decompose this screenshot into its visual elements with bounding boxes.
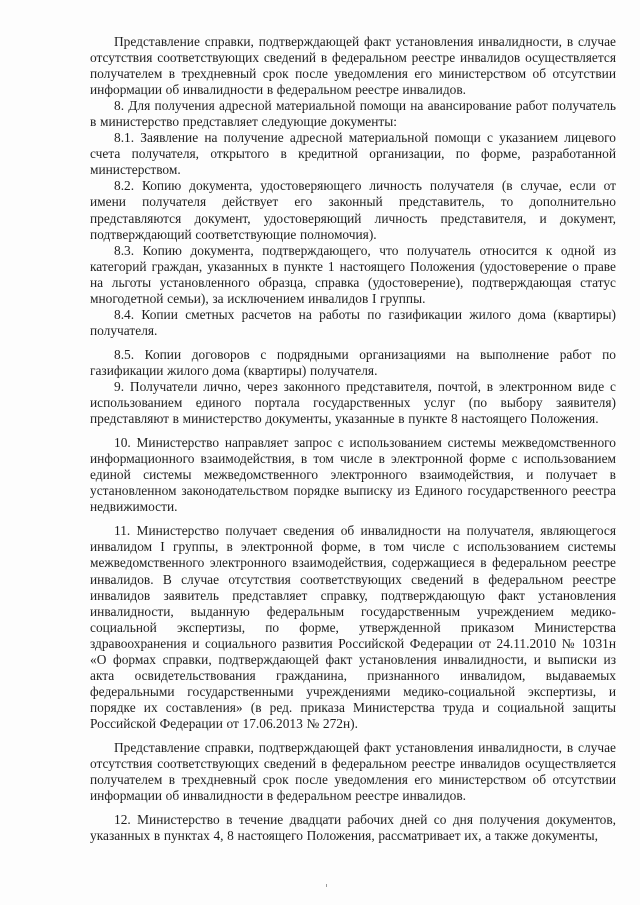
- paragraph-9: 9. Получатели лично, через законного представителя, почтой, в электронном виде с использованием единого портала государственных услуг (по выбору заявителя) представляют в министерство документы, указанные в пункте 8 настоящего Положения.: [90, 378, 616, 427]
- paragraph-8-4: 8.4. Копии сметных расчетов на работы по газификации жилого дома (квартиры) получателя.: [90, 306, 616, 338]
- paragraph-8: 8. Для получения адресной материальной помощи на авансирование работ получатель в министерство представляет следующие документы:: [90, 98, 616, 130]
- paragraph-8-2: 8.2. Копию документа, удостоверяющего личность получателя (в случае, если от имени получателя действует его законный представитель, то дополнительно представляются документ, удостоверяющий личность представителя, и документ, подтверждающий соответствующие полномочия).: [90, 178, 616, 242]
- paragraph-10: 10. Министерство направляет запрос с использованием системы межведомственного информационного взаимодействия, в том числе в электронной форме с использованием единой системы межведомственного электронного взаимодействия, и получает в установленном законодательством порядке выписку из Единого государственного реестра недвижимости.: [90, 435, 616, 515]
- paragraph-8-1: 8.1. Заявление на получение адресной материальной помощи с указанием лицевого счета получателя, открытого в кредитной организации, по форме, разработанной министерством.: [90, 130, 616, 178]
- paragraph-11: 11. Министерство получает сведения об инвалидности на получателя, являющегося инвалидом I группы, в электронной форме, в том числе с использованием системы межведомственного электронного взаимодействия, содержащиеся в федеральном реестре инвалидов. В случае отсутствия соответствующих сведений в федеральном реестре инвалидов заявитель представляет справку, подтверждающую факт установления инвалидности, выданную федеральным государственным учреждением медико-социальной экспертизы, по форме, утвержденной приказом Министерства здравоохранения и социального развития Российской Федерации от 24.11.2010 № 1031н «О формах справки, подтверждающей факт установления инвалидности, и выписки из акта освидетельствования гражданина, признанного инвалидом, выдаваемых федеральными государственными учреждениями медико-социальной экспертизы, и порядке их составления» (в ред. приказа Министерства труда и социальной защиты Российской Федерации от 17.06.2013 № 272н).: [90, 523, 616, 731]
- paragraph-8-5: 8.5. Копии договоров с подрядными организациями на выполнение работ по газификации жилого дома (квартиры) получателя.: [90, 346, 616, 378]
- paragraph-disability-certificate-repeat: Представление справки, подтверждающей факт установления инвалидности, в случае отсутствия соответствующих сведений в федеральном реестре инвалидов осуществляется получателем в трехдневный срок после уведомления его министерством об отсутствии информации об инвалидности в федеральном реестре инвалидов.: [90, 739, 616, 804]
- paragraph-disability-certificate: Представление справки, подтверждающей факт установления инвалидности, в случае отсутствия соответствующих сведений в федеральном реестре инвалидов осуществляется получателем в трехдневный срок после уведомления его министерством об отсутствии информации об инвалидности в федеральном реестре инвалидов.: [90, 34, 616, 98]
- paragraph-12: 12. Министерство в течение двадцати рабочих дней со дня получения документов, указанных в пунктах 4, 8 настоящего Положения, рассматривает их, а также документы,: [90, 812, 616, 844]
- paragraph-8-3: 8.3. Копию документа, подтверждающего, что получатель относится к одной из категорий граждан, указанных в пункте 1 настоящего Положения (удостоверение о праве на льготы установленного образца, справка (удостоверение), подтверждающая статус многодетной семьи), за исключением инвалидов I группы.: [90, 242, 616, 306]
- scan-mark: [326, 884, 327, 887]
